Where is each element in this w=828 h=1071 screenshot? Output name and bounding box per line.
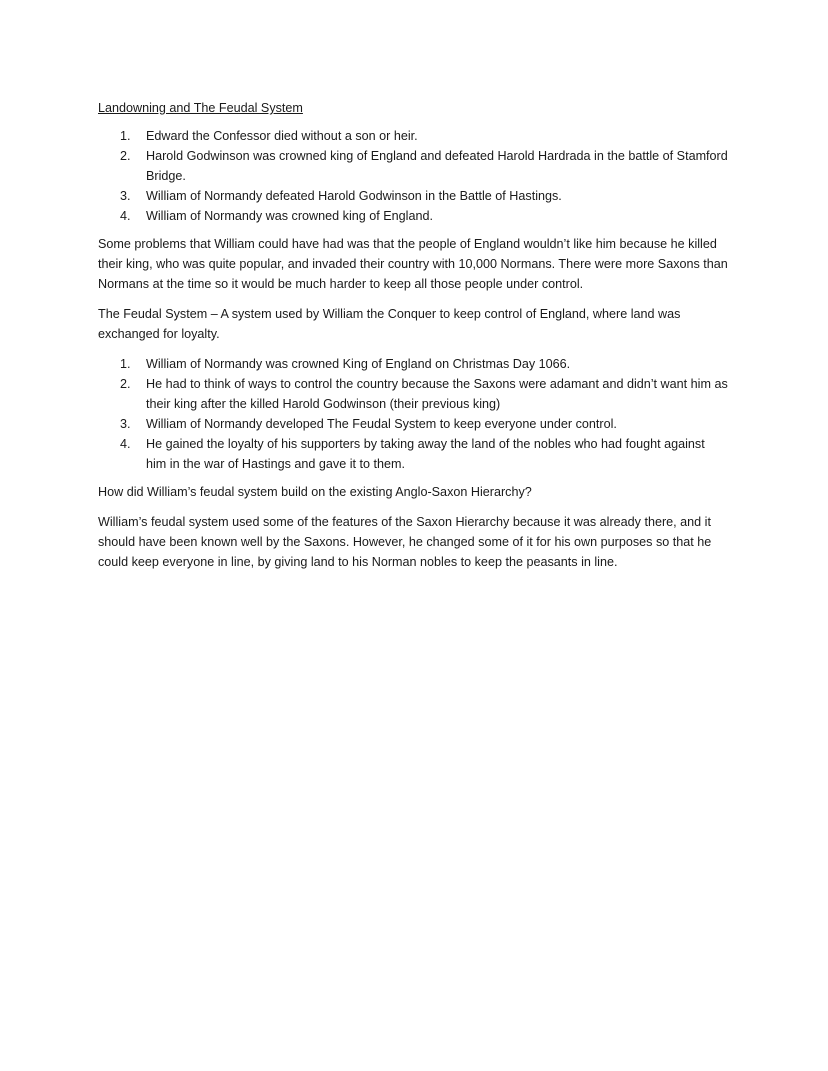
feudal-definition-paragraph: The Feudal System – A system used by William the Conquer to keep control of England, where land was exchanged for loyalty.	[98, 307, 681, 341]
list-item-text: William of Normandy defeated Harold Godwinson in the Battle of Hastings.	[146, 189, 562, 203]
list-item-number: 4.	[120, 437, 131, 451]
list-item	[98, 374, 728, 414]
list-item-number: 2.	[120, 149, 131, 163]
list-item-number: 3.	[120, 417, 131, 431]
document-title: Landowning and The Feudal System	[98, 101, 303, 115]
events-list	[98, 126, 728, 226]
list-item-number: 2.	[120, 377, 131, 391]
list-item	[98, 146, 728, 186]
list-item	[98, 414, 728, 434]
answer-paragraph: William’s feudal system used some of the features of the Saxon Hierarchy because it was already there, and it should have been known well by the Saxons. However, he changed some of it for his own purposes so that he could keep everyone in line, by giving land to his Norman nobles to keep the peasants in line.	[98, 515, 712, 569]
list-item-number: 3.	[120, 189, 131, 203]
list-item-text: He had to think of ways to control the country because the Saxons were adamant and didn’t want him as their king after the killed Harold Godwinson (their previous king)	[146, 377, 728, 411]
feudal-steps-list	[98, 354, 728, 474]
list-item	[98, 126, 728, 146]
list-item-number: 1.	[120, 357, 131, 371]
list-item-text: He gained the loyalty of his supporters by taking away the land of the nobles who had fought against him in the war of Hastings and gave it to them.	[146, 437, 705, 471]
problems-paragraph: Some problems that William could have had was that the people of England wouldn’t like him because he killed their king, who was quite popular, and invaded their country with 10,000 Normans. There were more Saxons than Normans at the time so it would be much harder to keep all those people under control.	[98, 237, 728, 291]
question-paragraph: How did William’s feudal system build on the existing Anglo-Saxon Hierarchy?	[98, 485, 532, 499]
list-item-text: William of Normandy developed The Feudal System to keep everyone under control.	[146, 417, 617, 431]
list-item	[98, 186, 728, 206]
list-item-text: William of Normandy was crowned king of England.	[146, 209, 433, 223]
list-item-text: Harold Godwinson was crowned king of England and defeated Harold Hardrada in the battle of Stamford Bridge.	[146, 149, 728, 183]
list-item	[98, 354, 728, 374]
list-item-number: 4.	[120, 209, 131, 223]
list-item-text: William of Normandy was crowned King of England on Christmas Day 1066.	[146, 357, 571, 371]
list-item-number: 1.	[120, 129, 131, 143]
list-item	[98, 434, 728, 474]
list-item	[98, 206, 728, 226]
list-item-text: Edward the Confessor died without a son or heir.	[146, 129, 418, 143]
